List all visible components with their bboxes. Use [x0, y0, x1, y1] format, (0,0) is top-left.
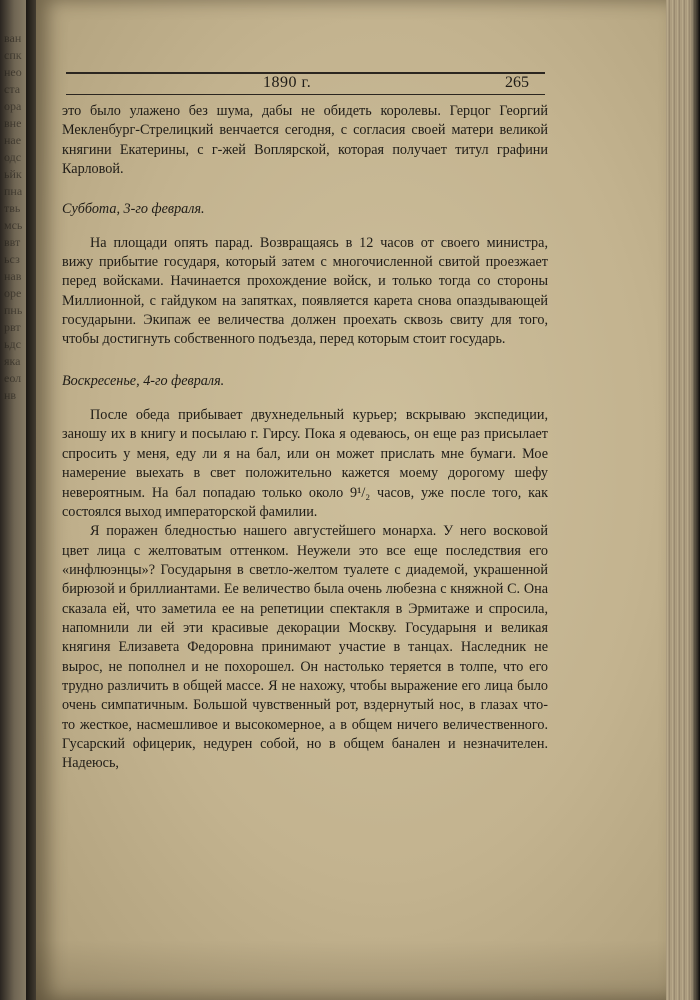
paragraph-courier: После обеда прибывает двухнедельный курьер; вскрываю экспедиции, заношу их в книгу и посылаю г. Гирсу. Пока я одеваюсь, он еще раз присылает спросить у меня, еду ли я на бал, или он может прислать мне бумаги. Мое намерение выехать в свет положительно кажется моему дорогому шефу невероятным. На бал попадаю только около 9¹/₂ часов, уже после того, как состоялся выход императорской фамилии.: [62, 407, 548, 520]
page-body-text: [62, 102, 548, 774]
page-bottom-shadow: [36, 940, 666, 1000]
previous-page-text-fragment: ванспкнеостаоравненаеодсьйкпнатвьмсьввтьсзнаворепньрвтьдсякаеолнв: [4, 31, 23, 402]
paragraph-parade: На площади опять парад. Возвращаясь в 12 часов от своего министра, вижу прибытие государя, который затем с многочисленной свитой проезжает перед войсками. Начинается прохождение войск, и только тогда со стороны Миллионной, с гайдуком на запятках, появляется карета снова опаздывающей государыни. Экипаж ее величества должен проехать сквозь свиту для того, чтобы достигнуть собственного подъезда, перед которым стоит государь.: [62, 234, 548, 348]
paragraph-ball: Я поражен бледностью нашего августейшего монарха. У него восковой цвет лица с желтоватым оттенком. Неужели это все еще последствия его «инфлюэнцы»? Государыня в светло-желтом туалете с диадемой, украшенной бирюзой и бриллиантами. Ее величество была очень любезна с княжной С. Она сказала ей, что заметила ее на репетиции спектакля в Эрмитаже и спросила, напомнили ли ей эти красивые декорации Москву. Государыня и великая княгиня Елизавета Федоровна принимают участие в танцах. Наследник не вырос, не пополнел и не похорошел. Он настолько теряется в толпе, что его трудно различить в общей массе. Я не нахожу, чтобы выражение его лица было очень симпатичным. Большой чувственный рот, вздернутый нос, в глазах что-то жесткое, насмешливое и высокомерное, а в общем ничего величественного. Гусарский офицерик, недурен собой, но в общем банален и незначителен. Надеюсь,: [62, 523, 548, 772]
date-heading-sunday: Воскресенье, 4-го февраля.: [62, 372, 225, 389]
running-header-year: 1890 г.: [263, 74, 312, 91]
header-rule-bottom: [66, 94, 545, 95]
paragraph-continuation: это было улажено без шума, дабы не обидеть королевы. Герцог Георгий Мекленбург-Стрелицкий венчается сегодня, с согласия своей матери великой княгини Екатерины, с г-жей Воплярской, которая получает титул графини Карловой.: [62, 103, 548, 178]
previous-page-edge: [0, 0, 26, 1000]
page-number: 265: [505, 74, 529, 91]
page-stack-edges: [666, 0, 700, 1000]
date-heading-saturday: Суббота, 3-го февраля.: [62, 201, 205, 218]
